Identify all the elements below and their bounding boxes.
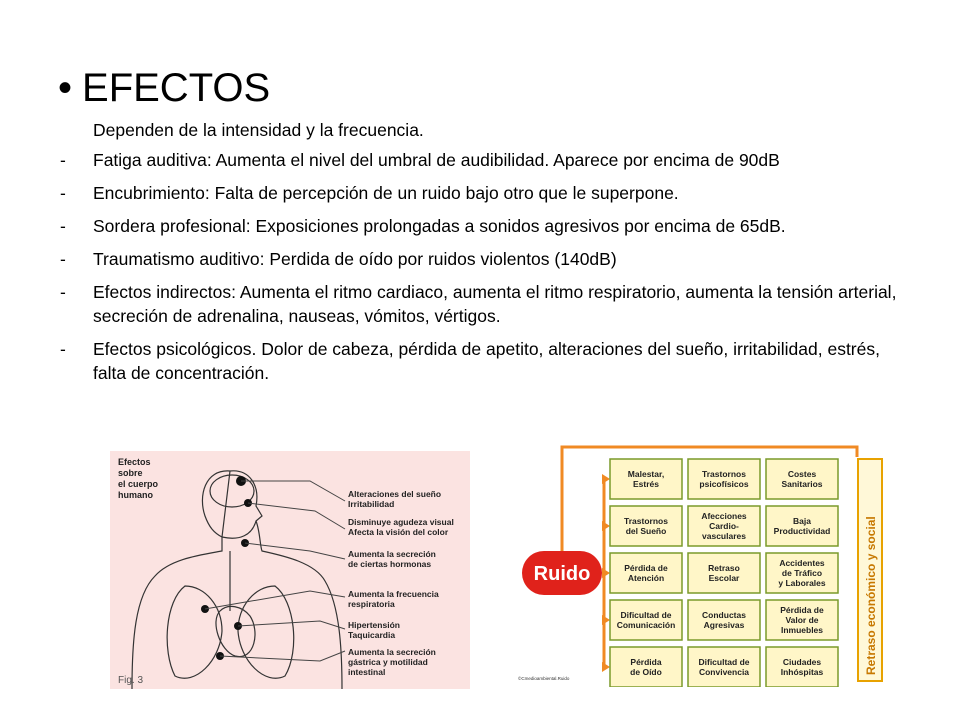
effect-box bbox=[766, 600, 838, 640]
effect-box-label: Comunicación bbox=[616, 620, 676, 630]
effect-box-label: Baja bbox=[793, 516, 811, 526]
list-item-text: Traumatismo auditivo: Perdida de oído por ruidos violentos (140dB) bbox=[93, 249, 617, 269]
effect-box bbox=[688, 647, 760, 687]
side-label: Retraso económico y social bbox=[864, 516, 878, 675]
effect-label: Taquicardia bbox=[348, 630, 396, 640]
list-item-text: Sordera profesional: Exposiciones prolongadas a sonidos agresivos por encima de 65dB. bbox=[93, 216, 786, 236]
effect-label: Hipertensión bbox=[348, 620, 400, 630]
intro-text: Dependen de la intensidad y la frecuencia. bbox=[93, 120, 424, 140]
effect-box-label: vasculares bbox=[702, 531, 746, 541]
effect-box-label: Accidentes bbox=[779, 558, 825, 568]
list-item-text: Efectos indirectos: Aumenta el ritmo cardiaco, aumenta el ritmo respiratorio, aumenta la tensión arterial, secreción de adrenalina, nauseas, vómitos, vértigos. bbox=[93, 282, 897, 326]
effect-box-label: Pérdida bbox=[630, 657, 662, 667]
effect-box bbox=[766, 506, 838, 546]
effect-labels bbox=[348, 489, 454, 677]
ruido-label: Ruido bbox=[533, 563, 591, 585]
effect-label: gástrica y motilidad bbox=[348, 657, 428, 667]
effect-box-label: Atención bbox=[627, 573, 665, 583]
effect-box bbox=[688, 600, 760, 640]
list-dash: - bbox=[60, 249, 66, 269]
effect-box-label: Inhóspitas bbox=[780, 667, 824, 677]
effect-box-label: Conductas bbox=[702, 610, 746, 620]
effect-box bbox=[688, 459, 760, 499]
heading-text: EFECTOS bbox=[82, 66, 271, 110]
effect-label: Irritabilidad bbox=[348, 499, 395, 509]
effect-box-label: Escolar bbox=[708, 573, 740, 583]
body-diagram bbox=[110, 451, 470, 689]
effect-box-label: Sanitarios bbox=[781, 479, 823, 489]
effect-box bbox=[610, 506, 682, 546]
effect-box bbox=[766, 647, 838, 687]
list-item-text: Efectos psicológicos. Dolor de cabeza, pérdida de apetito, alteraciones del sueño, irritabilidad, estrés, falta de concentración. bbox=[93, 339, 880, 383]
effect-box-label: Pérdida de bbox=[624, 563, 668, 573]
effect-box-label: Convivencia bbox=[698, 667, 750, 677]
effect-label: Aumenta la secreción bbox=[348, 549, 436, 559]
effect-box bbox=[610, 459, 682, 499]
effect-box-label: Trastornos bbox=[624, 516, 668, 526]
effect-box-label: Pérdida de bbox=[780, 605, 824, 615]
list-item-text: Encubrimiento: Falta de percepción de un ruido bajo otro que le superpone. bbox=[93, 183, 679, 203]
effect-box bbox=[688, 553, 760, 593]
effect-label: Alteraciones del sueño bbox=[348, 489, 442, 499]
list-item bbox=[60, 280, 910, 328]
ruido-diagram bbox=[512, 437, 892, 687]
effect-label: Aumenta la secreción bbox=[348, 647, 436, 657]
effect-box-label: Valor de bbox=[785, 615, 819, 625]
effect-box bbox=[610, 647, 682, 687]
ruido-arrowhead bbox=[602, 662, 610, 672]
fig-title-line: humano bbox=[118, 490, 153, 500]
effect-label: Afecta la visión del color bbox=[348, 527, 449, 537]
effect-box-label: psicofísicos bbox=[699, 479, 749, 489]
effect-label: de ciertas hormonas bbox=[348, 559, 432, 569]
effect-box-label: de Oído bbox=[630, 667, 662, 677]
effect-box-label: Agresivas bbox=[703, 620, 745, 630]
fig-title-line: sobre bbox=[118, 468, 143, 478]
fig-title-line: Efectos bbox=[118, 457, 151, 467]
list-item bbox=[60, 247, 910, 271]
list-item bbox=[60, 148, 910, 172]
effect-label: respiratoria bbox=[348, 599, 395, 609]
body-outline bbox=[132, 471, 342, 689]
list-dash: - bbox=[60, 339, 66, 359]
effect-box-label: Cardio- bbox=[709, 521, 739, 531]
figure-caption: Fig. 3 bbox=[118, 675, 144, 686]
effect-box bbox=[766, 553, 838, 593]
effect-box-label: Costes bbox=[787, 469, 817, 479]
ruido-effects-chart bbox=[512, 437, 892, 687]
effect-box-label: del Sueño bbox=[625, 526, 667, 536]
effect-box-label: Estrés bbox=[633, 479, 659, 489]
effect-box-label: Malestar, bbox=[627, 469, 665, 479]
effect-box-label: Inmuebles bbox=[780, 625, 824, 635]
list-dash: - bbox=[60, 216, 66, 236]
effect-box-label: Productividad bbox=[773, 526, 831, 536]
body-effects-figure bbox=[110, 451, 470, 689]
effect-box bbox=[610, 600, 682, 640]
effect-label: intestinal bbox=[348, 667, 386, 677]
effects-list bbox=[60, 148, 910, 394]
effect-box bbox=[766, 459, 838, 499]
effect-box-label: Trastornos bbox=[702, 469, 746, 479]
effect-box bbox=[610, 553, 682, 593]
list-item bbox=[60, 214, 910, 238]
heading-bullet: • bbox=[58, 66, 73, 110]
section-heading bbox=[58, 64, 270, 112]
effect-box bbox=[688, 506, 760, 546]
list-dash: - bbox=[60, 150, 66, 170]
list-item bbox=[60, 181, 910, 205]
list-dash: - bbox=[60, 282, 66, 302]
effect-label: Disminuye agudeza visual bbox=[348, 517, 454, 527]
effect-box-label: y Laborales bbox=[778, 578, 826, 588]
list-dash: - bbox=[60, 183, 66, 203]
effect-box-label: de Tráfico bbox=[781, 568, 823, 578]
effect-box-label: Afecciones bbox=[701, 511, 747, 521]
ruido-arrowhead bbox=[602, 521, 610, 531]
effect-label: Aumenta la frecuencia bbox=[348, 589, 439, 599]
ruido-arrowhead bbox=[602, 474, 610, 484]
list-item-text: Fatiga auditiva: Aumenta el nivel del umbral de audibilidad. Aparece por encima de 90dB bbox=[93, 150, 780, 170]
effect-box-label: Ciudades bbox=[782, 657, 822, 667]
effect-box-label: Dificultad de bbox=[620, 610, 672, 620]
figure-title bbox=[118, 457, 159, 500]
credit-text: ©Cmedioambiental.Ruido bbox=[518, 676, 570, 681]
effect-box-label: Retraso bbox=[708, 563, 740, 573]
fig-title-line: el cuerpo bbox=[118, 479, 159, 489]
effect-box-label: Dificultad de bbox=[698, 657, 750, 667]
list-item bbox=[60, 337, 910, 385]
